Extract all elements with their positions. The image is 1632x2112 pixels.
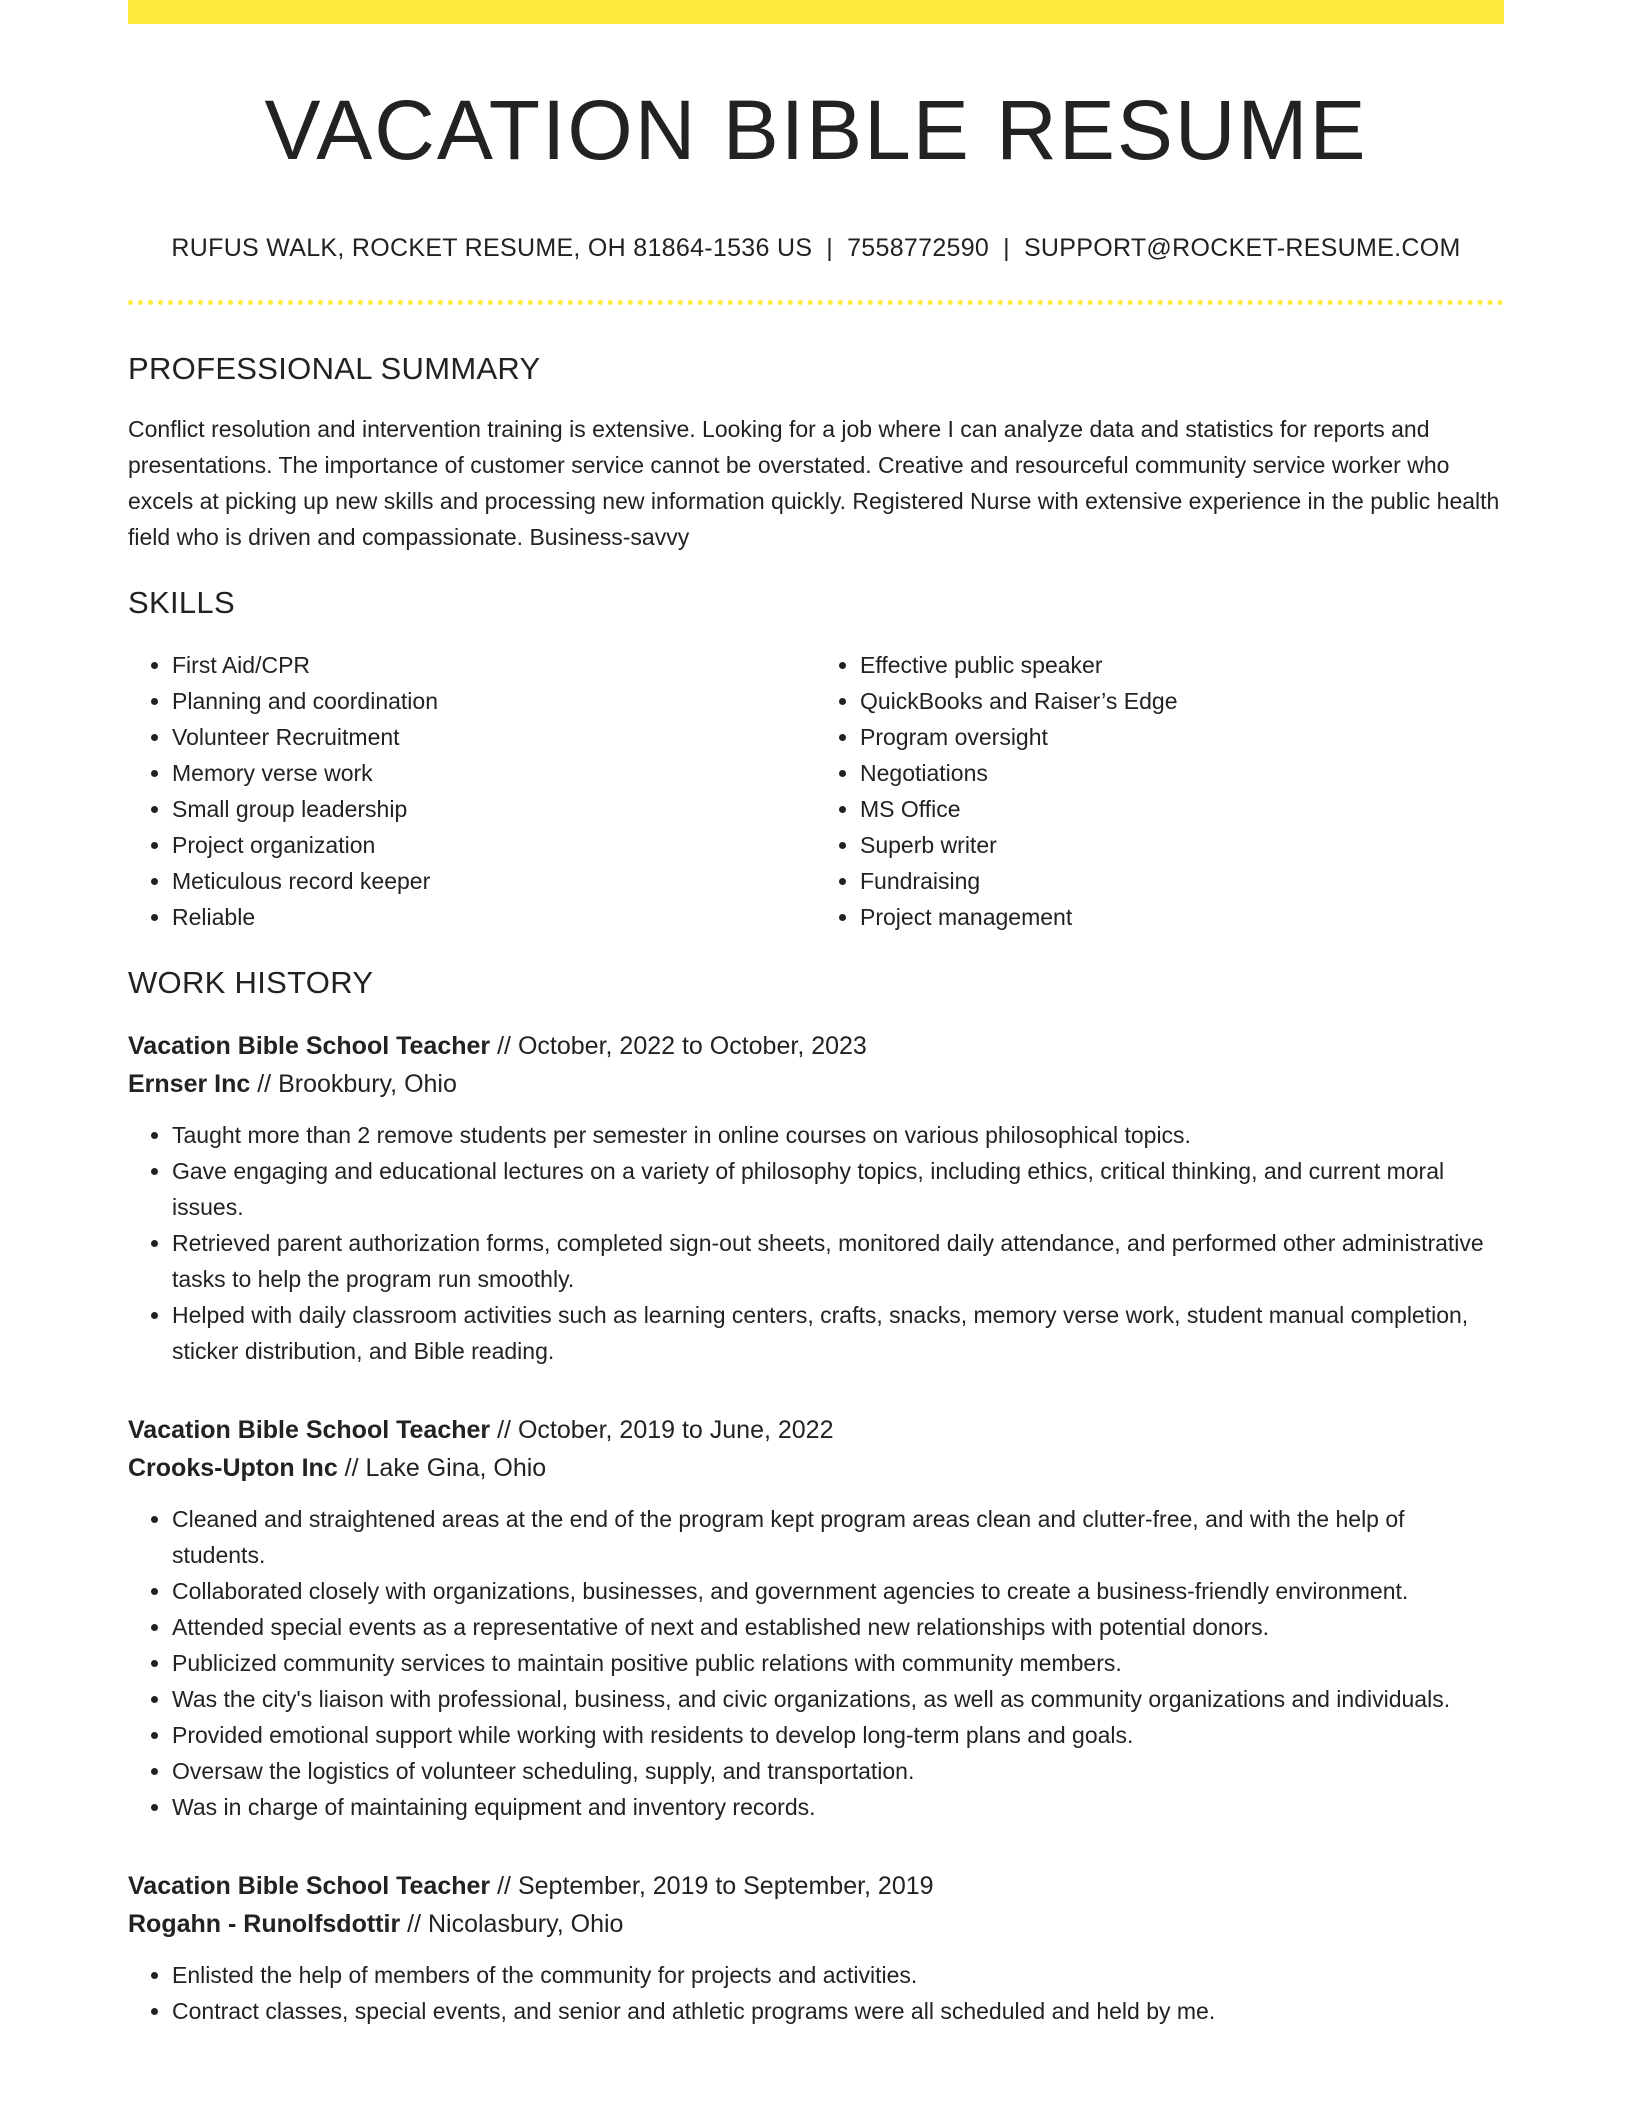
job-location: Brookbury, Ohio xyxy=(278,1070,457,1098)
skills-list-right xyxy=(816,647,1504,935)
resume-page xyxy=(128,0,1504,2029)
skill-item: • Fundraising xyxy=(860,863,1504,899)
contact-separator: | xyxy=(826,234,834,262)
job-separator: // xyxy=(497,1032,512,1060)
job-bullets xyxy=(128,1501,1504,1825)
job-dates: October, 2019 to June, 2022 xyxy=(517,1416,834,1444)
skill-item: • QuickBooks and Raiser’s Edge xyxy=(860,683,1504,719)
job-bullet: • Retrieved parent authorization forms, completed sign-out sheets, monitored daily attendance, and performed other administrative tasks to help the program run smoothly. xyxy=(172,1225,1504,1297)
job-bullet: • Oversaw the logistics of volunteer scheduling, supply, and transportation. xyxy=(172,1753,1504,1789)
work-history-heading: WORK HISTORY xyxy=(128,965,374,1000)
skill-item: • Volunteer Recruitment xyxy=(172,719,816,755)
resume-title: VACATION BIBLE RESUME xyxy=(264,83,1368,177)
skill-item: • First Aid/CPR xyxy=(172,647,816,683)
skill-item: • Program oversight xyxy=(860,719,1504,755)
summary-text: Conflict resolution and intervention training is extensive. Looking for a job where I can analyze data and statistics for reports and presentations. The importance of customer service cannot be overstated. Creative and resourceful community service worker who excels at picking up new skills and processing new information quickly. Registered Nurse with extensive experience in the public health field who is driven and compassionate. Business-savvy xyxy=(128,416,1500,550)
job-location: Nicolasbury, Ohio xyxy=(427,1910,624,1938)
contact-line xyxy=(128,232,1504,264)
job-bullet: • Attended special events as a representative of next and established new relationships with potential donors. xyxy=(172,1609,1504,1645)
job-company-line xyxy=(128,1449,1504,1487)
skill-item: • Project management xyxy=(860,899,1504,935)
contact-address: RUFUS WALK, ROCKET RESUME, OH 81864-1536 US xyxy=(171,234,813,262)
skill-item: • Memory verse work xyxy=(172,755,816,791)
job-company-line xyxy=(128,1065,1504,1103)
job-bullet: • Was the city's liaison with professional, business, and civic organizations, as well as community organizations and individuals. xyxy=(172,1681,1504,1717)
contact-separator: | xyxy=(1003,234,1010,262)
skill-item: • Planning and coordination xyxy=(172,683,816,719)
job-bullets xyxy=(128,1117,1504,1369)
skills-columns xyxy=(128,647,1504,935)
skill-item: • Small group leadership xyxy=(172,791,816,827)
job-separator: // xyxy=(407,1910,422,1938)
job-location: Lake Gina, Ohio xyxy=(365,1454,547,1482)
job-separator: // xyxy=(257,1070,272,1098)
job-entry xyxy=(128,1411,1504,1825)
skills-list-left xyxy=(128,647,816,935)
job-title-line xyxy=(128,1411,1504,1449)
job-bullet: • Helped with daily classroom activities such as learning centers, crafts, snacks, memory verse work, student manual completion, sticker distribution, and Bible reading. xyxy=(172,1297,1504,1369)
job-title-line xyxy=(128,1027,1504,1065)
skill-item: • Reliable xyxy=(172,899,816,935)
contact-phone: 7558772590 xyxy=(847,234,990,262)
dotted-divider xyxy=(128,300,1504,305)
job-company: Ernser Inc xyxy=(128,1070,251,1098)
job-entry xyxy=(128,1867,1504,2029)
skill-item: • Negotiations xyxy=(860,755,1504,791)
job-bullet: • Contract classes, special events, and senior and athletic programs were all scheduled and held by me. xyxy=(172,1993,1504,2029)
job-title: Vacation Bible School Teacher xyxy=(128,1032,491,1060)
job-title: Vacation Bible School Teacher xyxy=(128,1416,491,1444)
skill-item: • Superb writer xyxy=(860,827,1504,863)
summary-heading: PROFESSIONAL SUMMARY xyxy=(128,351,541,386)
job-bullet: • Enlisted the help of members of the community for projects and activities. xyxy=(172,1957,1504,1993)
job-bullet: • Publicized community services to maintain positive public relations with community members. xyxy=(172,1645,1504,1681)
skills-heading: SKILLS xyxy=(128,585,235,620)
contact-email: SUPPORT@ROCKET-RESUME.COM xyxy=(1023,234,1461,262)
job-bullet: • Was in charge of maintaining equipment and inventory records. xyxy=(172,1789,1504,1825)
job-entry xyxy=(128,1027,1504,1369)
job-bullet: • Taught more than 2 remove students per semester in online courses on various philosophical topics. xyxy=(172,1117,1504,1153)
job-bullet: • Provided emotional support while working with residents to develop long-term plans and goals. xyxy=(172,1717,1504,1753)
job-title: Vacation Bible School Teacher xyxy=(128,1872,491,1900)
job-company: Crooks-Upton Inc xyxy=(128,1454,338,1482)
job-dates: September, 2019 to September, 2019 xyxy=(517,1872,934,1900)
skill-item: • Effective public speaker xyxy=(860,647,1504,683)
job-separator: // xyxy=(497,1416,512,1444)
job-company: Rogahn - Runolfsdottir xyxy=(128,1910,401,1938)
job-title-line xyxy=(128,1867,1504,1905)
job-bullet: • Collaborated closely with organizations, businesses, and government agencies to create a business-friendly environment. xyxy=(172,1573,1504,1609)
job-separator: // xyxy=(344,1454,359,1482)
job-separator: // xyxy=(497,1872,512,1900)
skill-item: • Project organization xyxy=(172,827,816,863)
job-bullet: • Gave engaging and educational lectures on a variety of philosophy topics, including ethics, critical thinking, and current moral issues. xyxy=(172,1153,1504,1225)
work-history-list xyxy=(128,1027,1504,2029)
skill-item: • MS Office xyxy=(860,791,1504,827)
job-bullets xyxy=(128,1957,1504,2029)
job-company-line xyxy=(128,1905,1504,1943)
top-accent-bar xyxy=(128,0,1504,24)
job-dates: October, 2022 to October, 2023 xyxy=(517,1032,867,1060)
job-bullet: • Cleaned and straightened areas at the end of the program kept program areas clean and clutter-free, and with the help of students. xyxy=(172,1501,1504,1573)
skill-item: • Meticulous record keeper xyxy=(172,863,816,899)
